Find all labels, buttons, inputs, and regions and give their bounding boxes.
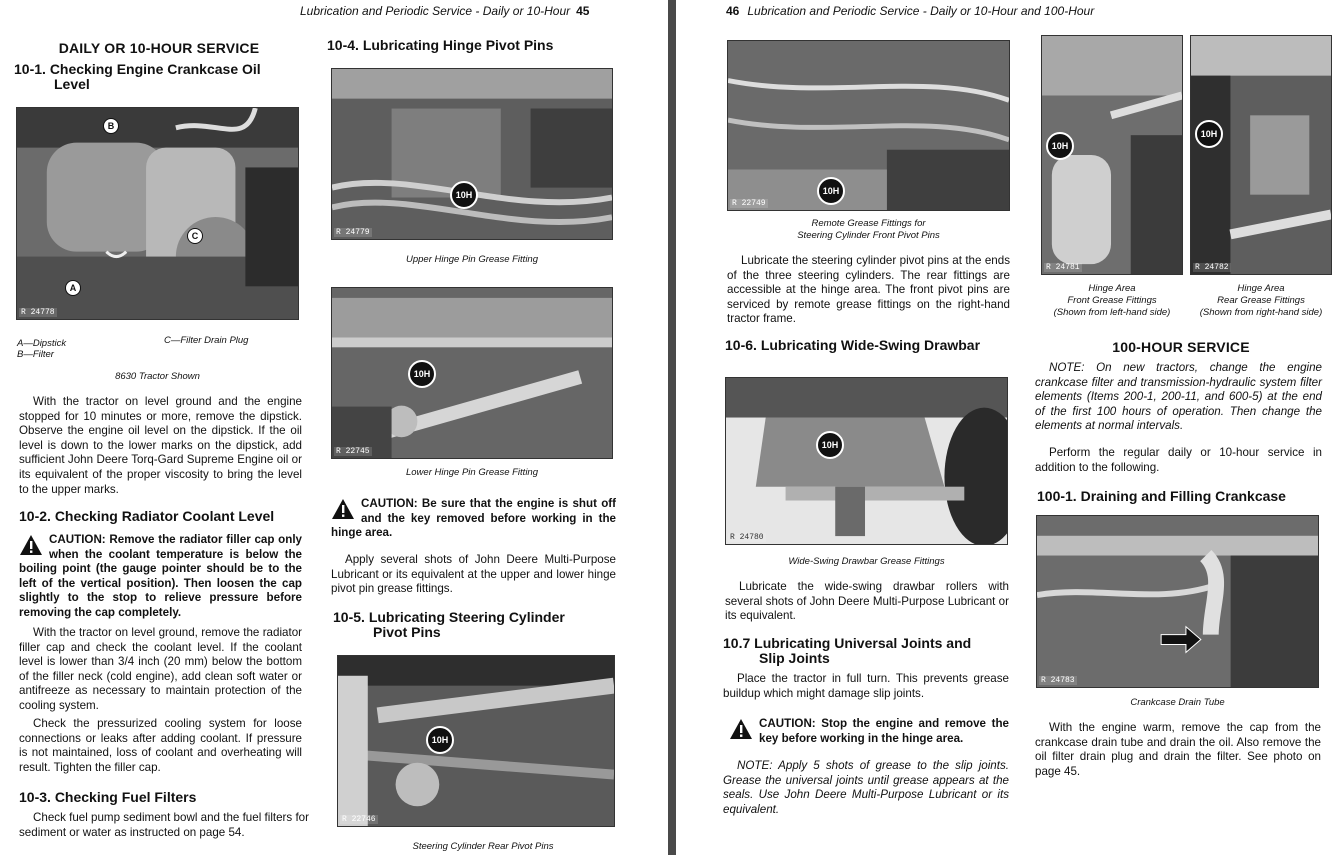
caution-10-2: CAUTION: Remove the radiator filler cap only when the coolant temperature is below the boiling point (the gauge pointer should be to the left of the vertical position). Then loosen the cap slightly to the stop to relieve pressure before removing the cap completely. xyxy=(19,533,302,619)
body-10-2a: With the tractor on level ground, remove the radiator filler cap and check the coolant level. If the coolant level is lower than 3/4 inch (20 mm) below the bottom of the filler neck (cold engine), add clean soft water or antifreeze as necessary to maintain protection of the cooling system. xyxy=(19,626,302,712)
caption-remote-fittings: Remote Grease Fittings for Steering Cylinder Front Pivot Pins xyxy=(797,218,940,241)
section-title-100-hour: 100-HOUR SERVICE xyxy=(1112,339,1250,355)
body-10-7: Place the tractor in full turn. This prevents grease buildup which might damage slip joints. xyxy=(723,672,1009,700)
warning-triangle-icon xyxy=(331,498,355,520)
page-45 xyxy=(0,0,668,855)
photo-engine-crankcase xyxy=(16,107,299,320)
caption-drawbar: Wide-Swing Drawbar Grease Fittings xyxy=(788,556,945,567)
photo-ref: R 24779 xyxy=(336,228,370,237)
section-title-daily: DAILY OR 10-HOUR SERVICE xyxy=(58,40,260,56)
legend-a: A—Dipstick xyxy=(17,338,67,349)
caption-8630: 8630 Tractor Shown xyxy=(115,371,200,382)
photo-drawbar xyxy=(725,377,1008,545)
body-steering: Lubricate the steering cylinder pivot pins at the ends of the three steering cylinders. The rear fittings are accessible at the hinge area. The front pivot pins are serviced by remote grease fittings on the right-hand tractor frame. xyxy=(727,254,1010,326)
book-gutter xyxy=(668,0,676,855)
heading-10-2: 10-2. Checking Radiator Coolant Level xyxy=(19,508,275,524)
10h-badge: 10H xyxy=(408,360,436,388)
caution-10-4: CAUTION: Be sure that the engine is shut off and the key removed before working in the hinge area. xyxy=(331,497,616,540)
body-10-2b: Check the pressurized cooling system for loose connections or leaks after adding coolant. If pressure is not maintained, loss of coolant and overheating will result. Tighten the filler cap. xyxy=(19,717,302,774)
photo-ref: R 22745 xyxy=(336,447,370,456)
caption-hinge-rear: Hinge Area Rear Grease Fittings (Shown from right-hand side) xyxy=(1199,283,1323,318)
body-100-1: With the engine warm, remove the cap from the crankcase drain tube and drain the oil. Also remove the oil filter drain plug and drain the filter. See photo on page 45. xyxy=(1035,721,1321,778)
photo-ref: R 24783 xyxy=(1041,676,1075,685)
10h-badge: 10H xyxy=(426,726,454,754)
body-10-1: With the tractor on level ground and the engine stopped for 10 minutes or more, remove the dipstick. Observe the engine oil level on the dipstick. If the oil level is down to the lower marks on the dipstick, add sufficient John Deere Torq-Gard Supreme Engine oil or its equivalent of the proper viscosity to bring the level to the upper marks. xyxy=(19,395,302,496)
caption-lower-hinge: Lower Hinge Pin Grease Fitting xyxy=(405,467,538,478)
caution-10-7: CAUTION: Stop the engine and remove the key before working in the hinge area. xyxy=(729,717,1009,746)
caption-steering-rear: Steering Cylinder Rear Pivot Pins xyxy=(412,841,554,852)
photo-ref: R 24778 xyxy=(21,308,55,317)
body-100-hour: Perform the regular daily or 10-hour service in addition to the following. xyxy=(1035,446,1322,474)
10h-badge: 10H xyxy=(1046,132,1074,160)
photo-remote-fittings xyxy=(727,40,1010,211)
heading-10-4: 10-4. Lubricating Hinge Pivot Pins xyxy=(327,37,554,53)
photo-ref: R 22746 xyxy=(342,815,376,824)
body-10-4: Apply several shots of John Deere Multi-Purpose Lubricant or its equivalent at the upper and lower hinge pivot pin grease fittings. xyxy=(331,553,616,596)
heading-10-7: 10.7 Lubricating Universal Joints and Slip Joints xyxy=(723,635,972,666)
body-10-3: Check fuel pump sediment bowl and the fuel filters for sediment or water as instructed on page 54. xyxy=(19,811,309,839)
warning-triangle-icon xyxy=(729,718,753,740)
photo-ref: R 24782 xyxy=(1195,263,1229,272)
photo-crankcase-drain xyxy=(1036,515,1319,688)
photo-ref: R 24780 xyxy=(730,533,764,542)
caption-crankcase-drain: Crankcase Drain Tube xyxy=(1130,697,1225,708)
10h-badge: 10H xyxy=(1195,120,1223,148)
10h-badge: 10H xyxy=(817,177,845,205)
page-46 xyxy=(676,0,1337,855)
heading-10-6: 10-6. Lubricating Wide-Swing Drawbar xyxy=(725,337,981,353)
callout-a: A xyxy=(65,280,81,296)
photo-hinge-front xyxy=(1041,35,1183,275)
running-head-46: 46 Lubrication and Periodic Service - Daily or 10-Hour and 100-Hour xyxy=(726,4,1095,18)
legend-b: B—Filter xyxy=(17,349,54,360)
photo-steering-rear xyxy=(337,655,615,827)
body-10-6: Lubricate the wide-swing drawbar rollers with several shots of John Deere Multi-Purpose Lubricant or its equivalent. xyxy=(725,580,1009,623)
warning-triangle-icon xyxy=(19,534,43,556)
caption-upper-hinge: Upper Hinge Pin Grease Fitting xyxy=(405,254,538,265)
caption-hinge-front: Hinge Area Front Grease Fittings (Shown from left-hand side) xyxy=(1053,283,1171,318)
photo-lower-hinge xyxy=(331,287,613,459)
photo-hinge-rear xyxy=(1190,35,1332,275)
note-100-hour: NOTE: On new tractors, change the engine crankcase filter and transmission-hydraulic system filter elements (Items 200-1, 200-11, and 600-5) at the end of the first 100 hours of operation. Then change the elements at normal intervals. xyxy=(1035,361,1322,433)
callout-b: B xyxy=(103,118,119,134)
heading-10-1: 10-1. Checking Engine Crankcase Oil Level xyxy=(14,61,261,92)
photo-upper-hinge xyxy=(331,68,613,240)
10h-badge: 10H xyxy=(816,431,844,459)
legend-c: C—Filter Drain Plug xyxy=(164,335,249,346)
heading-100-1: 100-1. Draining and Filling Crankcase xyxy=(1037,488,1286,504)
heading-10-3: 10-3. Checking Fuel Filters xyxy=(19,789,197,805)
photo-ref: R 24781 xyxy=(1046,263,1080,272)
note-10-7: NOTE: Apply 5 shots of grease to the slip joints. Grease the universal joints until grease appears at the seals. Use John Deere Multi-Purpose Lubricant or its equivalent. xyxy=(723,759,1009,816)
page-number-45: 45 xyxy=(576,4,590,18)
10h-badge: 10H xyxy=(450,181,478,209)
callout-c: C xyxy=(187,228,203,244)
photo-ref: R 22749 xyxy=(732,199,766,208)
running-head-45: Lubrication and Periodic Service - Daily or 10-Hour 45 xyxy=(300,4,590,18)
page-number-46: 46 xyxy=(726,4,740,18)
heading-10-5: 10-5. Lubricating Steering Cylinder Pivot Pins xyxy=(333,609,565,640)
